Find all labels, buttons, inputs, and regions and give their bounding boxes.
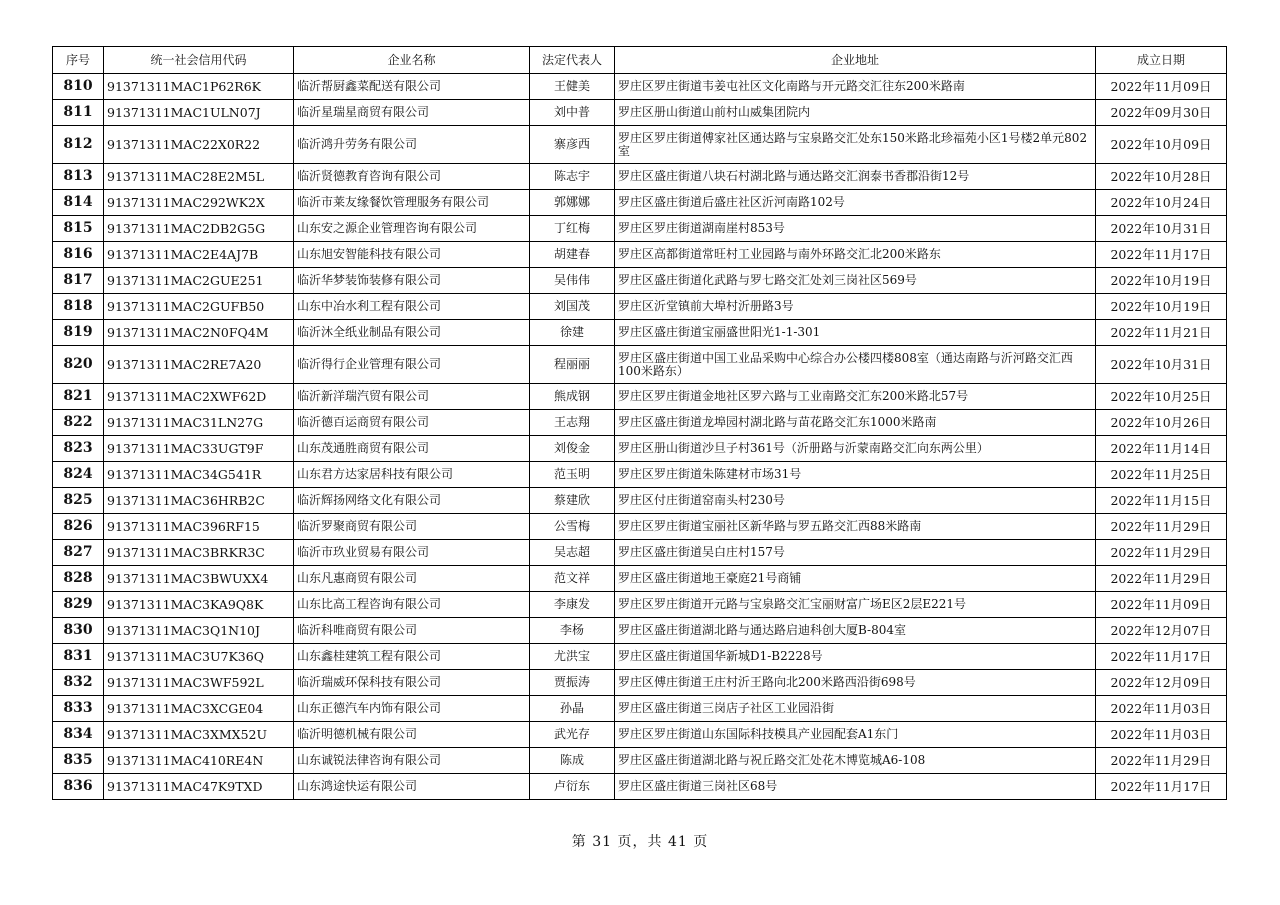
legal-rep-cell: 程丽丽 [530,346,615,384]
table-row [53,294,1227,320]
address-cell: 罗庄区盛庄街道三岗社区68号 [615,774,1096,800]
credit-code-cell: 91371311MAC1ULN07J [104,100,294,126]
serial-cell: 832 [53,670,104,696]
legal-rep-cell: 王健美 [530,74,615,100]
legal-rep-cell: 尤洪宝 [530,644,615,670]
address-cell: 罗庄区高都街道常旺村工业园路与南外环路交汇北200米路东 [615,242,1096,268]
date-cell: 2022年10月19日 [1096,294,1227,320]
address-cell: 罗庄区罗庄街道朱陈建材市场31号 [615,462,1096,488]
serial-cell: 833 [53,696,104,722]
credit-code-cell: 91371311MAC3BRKR3C [104,540,294,566]
table-row [53,592,1227,618]
date-cell: 2022年10月25日 [1096,384,1227,410]
credit-code-cell: 91371311MAC3XCGE04 [104,696,294,722]
address-cell: 罗庄区盛庄街道中国工业品采购中心综合办公楼四楼808室（通达南路与沂河路交汇西100米路东） [615,346,1096,384]
serial-cell: 816 [53,242,104,268]
date-cell: 2022年10月31日 [1096,346,1227,384]
serial-cell: 813 [53,164,104,190]
table-row [53,540,1227,566]
credit-code-cell: 91371311MAC34G541R [104,462,294,488]
date-cell: 2022年11月14日 [1096,436,1227,462]
serial-cell: 827 [53,540,104,566]
legal-rep-cell: 吴志超 [530,540,615,566]
date-cell: 2022年11月15日 [1096,488,1227,514]
address-cell: 罗庄区盛庄街道国华新城D1-B2228号 [615,644,1096,670]
legal-rep-cell: 寨彦西 [530,126,615,164]
table-row [53,164,1227,190]
address-cell: 罗庄区盛庄街道吴白庄村157号 [615,540,1096,566]
legal-rep-cell: 公雪梅 [530,514,615,540]
table-row [53,462,1227,488]
address-cell: 罗庄区罗庄街道韦姜屯社区文化南路与开元路交汇往东200米路南 [615,74,1096,100]
table-row [53,670,1227,696]
header-address: 企业地址 [615,47,1096,74]
address-cell: 罗庄区罗庄街道山东国际科技模具产业园配套A1东门 [615,722,1096,748]
date-cell: 2022年10月26日 [1096,410,1227,436]
serial-cell: 834 [53,722,104,748]
serial-cell: 818 [53,294,104,320]
company-name-cell: 山东茂通胜商贸有限公司 [294,436,530,462]
serial-cell: 831 [53,644,104,670]
address-cell: 罗庄区罗庄街道傅家社区通达路与宝泉路交汇处东150米路北珍福苑小区1号楼2单元802室 [615,126,1096,164]
credit-code-cell: 91371311MAC36HRB2C [104,488,294,514]
legal-rep-cell: 吴伟伟 [530,268,615,294]
serial-cell: 836 [53,774,104,800]
table-row [53,100,1227,126]
company-name-cell: 临沂鸿升劳务有限公司 [294,126,530,164]
address-cell: 罗庄区罗庄街道湖南崖村853号 [615,216,1096,242]
serial-cell: 812 [53,126,104,164]
company-name-cell: 临沂科唯商贸有限公司 [294,618,530,644]
credit-code-cell: 91371311MAC3KA9Q8K [104,592,294,618]
date-cell: 2022年11月09日 [1096,74,1227,100]
address-cell: 罗庄区盛庄街道后盛庄社区沂河南路102号 [615,190,1096,216]
address-cell: 罗庄区沂堂镇前大埠村沂册路3号 [615,294,1096,320]
address-cell: 罗庄区册山街道沙旦子村361号（沂册路与沂蒙南路交汇向东两公里） [615,436,1096,462]
credit-code-cell: 91371311MAC22X0R22 [104,126,294,164]
company-name-cell: 山东正德汽车内饰有限公司 [294,696,530,722]
date-cell: 2022年11月25日 [1096,462,1227,488]
serial-cell: 810 [53,74,104,100]
serial-cell: 824 [53,462,104,488]
date-cell: 2022年11月17日 [1096,644,1227,670]
address-cell: 罗庄区傅庄街道王庄村沂王路向北200米路西沿街698号 [615,670,1096,696]
serial-cell: 826 [53,514,104,540]
serial-cell: 829 [53,592,104,618]
date-cell: 2022年12月09日 [1096,670,1227,696]
address-cell: 罗庄区盛庄街道湖北路与祝丘路交汇处花木博览城A6-108 [615,748,1096,774]
table-row [53,320,1227,346]
company-name-cell: 山东鸿途快运有限公司 [294,774,530,800]
serial-cell: 828 [53,566,104,592]
credit-code-cell: 91371311MAC2E4AJ7B [104,242,294,268]
date-cell: 2022年10月09日 [1096,126,1227,164]
credit-code-cell: 91371311MAC3XMX52U [104,722,294,748]
table-row [53,346,1227,384]
date-cell: 2022年11月03日 [1096,722,1227,748]
header-serial: 序号 [53,47,104,74]
company-name-cell: 山东鑫桂建筑工程有限公司 [294,644,530,670]
credit-code-cell: 91371311MAC33UGT9F [104,436,294,462]
date-cell: 2022年11月17日 [1096,774,1227,800]
credit-code-cell: 91371311MAC3BWUXX4 [104,566,294,592]
credit-code-cell: 91371311MAC2N0FQ4M [104,320,294,346]
table-row [53,696,1227,722]
table-row [53,190,1227,216]
date-cell: 2022年11月09日 [1096,592,1227,618]
table-row [53,514,1227,540]
serial-cell: 814 [53,190,104,216]
company-name-cell: 山东凡惠商贸有限公司 [294,566,530,592]
table-row [53,488,1227,514]
date-cell: 2022年10月19日 [1096,268,1227,294]
legal-rep-cell: 陈志宇 [530,164,615,190]
address-cell: 罗庄区罗庄街道金地社区罗六路与工业南路交汇东200米路北57号 [615,384,1096,410]
date-cell: 2022年11月29日 [1096,540,1227,566]
legal-rep-cell: 贾振涛 [530,670,615,696]
company-name-cell: 山东中冶水利工程有限公司 [294,294,530,320]
company-name-cell: 山东安之源企业管理咨询有限公司 [294,216,530,242]
address-cell: 罗庄区盛庄街道八块石村湖北路与通达路交汇润泰书香郡沿街12号 [615,164,1096,190]
date-cell: 2022年12月07日 [1096,618,1227,644]
address-cell: 罗庄区付庄街道窑南头村230号 [615,488,1096,514]
table-row [53,774,1227,800]
table-row [53,268,1227,294]
company-name-cell: 临沂瑞威环保科技有限公司 [294,670,530,696]
date-cell: 2022年11月03日 [1096,696,1227,722]
company-name-cell: 临沂帮厨鑫菜配送有限公司 [294,74,530,100]
date-cell: 2022年11月29日 [1096,748,1227,774]
legal-rep-cell: 武光存 [530,722,615,748]
table-row [53,74,1227,100]
address-cell: 罗庄区盛庄街道地王豪庭21号商铺 [615,566,1096,592]
table-row [53,242,1227,268]
company-name-cell: 临沂贤德教育咨询有限公司 [294,164,530,190]
table-row [53,748,1227,774]
legal-rep-cell: 蔡建欣 [530,488,615,514]
legal-rep-cell: 丁红梅 [530,216,615,242]
legal-rep-cell: 范玉明 [530,462,615,488]
date-cell: 2022年09月30日 [1096,100,1227,126]
credit-code-cell: 91371311MAC3U7K36Q [104,644,294,670]
company-name-cell: 临沂罗聚商贸有限公司 [294,514,530,540]
company-name-cell: 山东君方达家居科技有限公司 [294,462,530,488]
address-cell: 罗庄区罗庄街道宝丽社区新华路与罗五路交汇西88米路南 [615,514,1096,540]
credit-code-cell: 91371311MAC2XWF62D [104,384,294,410]
address-cell: 罗庄区盛庄街道宝丽盛世阳光1-1-301 [615,320,1096,346]
serial-cell: 823 [53,436,104,462]
address-cell: 罗庄区罗庄街道开元路与宝泉路交汇宝丽财富广场E区2层E221号 [615,592,1096,618]
table-row [53,384,1227,410]
company-table [52,46,1227,800]
company-name-cell: 山东旭安智能科技有限公司 [294,242,530,268]
serial-cell: 822 [53,410,104,436]
credit-code-cell: 91371311MAC3WF592L [104,670,294,696]
table-row [53,644,1227,670]
address-cell: 罗庄区盛庄街道湖北路与通达路启迪科创大厦B-804室 [615,618,1096,644]
table-row [53,410,1227,436]
serial-cell: 820 [53,346,104,384]
serial-cell: 821 [53,384,104,410]
legal-rep-cell: 胡建春 [530,242,615,268]
credit-code-cell: 91371311MAC292WK2X [104,190,294,216]
credit-code-cell: 91371311MAC28E2M5L [104,164,294,190]
serial-cell: 815 [53,216,104,242]
serial-cell: 817 [53,268,104,294]
company-name-cell: 临沂沐全纸业制品有限公司 [294,320,530,346]
table-row [53,722,1227,748]
serial-cell: 819 [53,320,104,346]
date-cell: 2022年11月17日 [1096,242,1227,268]
address-cell: 罗庄区盛庄街道三岗店子社区工业园沿街 [615,696,1096,722]
legal-rep-cell: 熊成钢 [530,384,615,410]
credit-code-cell: 91371311MAC1P62R6K [104,74,294,100]
company-name-cell: 临沂市玖业贸易有限公司 [294,540,530,566]
company-name-cell: 临沂新洋瑞汽贸有限公司 [294,384,530,410]
date-cell: 2022年10月31日 [1096,216,1227,242]
serial-cell: 825 [53,488,104,514]
table-row [53,618,1227,644]
company-name-cell: 山东诚锐法律咨询有限公司 [294,748,530,774]
legal-rep-cell: 刘中普 [530,100,615,126]
credit-code-cell: 91371311MAC396RF15 [104,514,294,540]
company-name-cell: 临沂华梦装饰装修有限公司 [294,268,530,294]
serial-cell: 835 [53,748,104,774]
company-name-cell: 临沂星瑞星商贸有限公司 [294,100,530,126]
legal-rep-cell: 徐建 [530,320,615,346]
table-row [53,126,1227,164]
legal-rep-cell: 王志翔 [530,410,615,436]
company-name-cell: 临沂明德机械有限公司 [294,722,530,748]
company-name-cell: 临沂辉扬网络文化有限公司 [294,488,530,514]
legal-rep-cell: 郭娜娜 [530,190,615,216]
company-name-cell: 临沂得行企业管理有限公司 [294,346,530,384]
legal-rep-cell: 范文祥 [530,566,615,592]
date-cell: 2022年11月29日 [1096,566,1227,592]
credit-code-cell: 91371311MAC47K9TXD [104,774,294,800]
credit-code-cell: 91371311MAC3Q1N10J [104,618,294,644]
legal-rep-cell: 孙晶 [530,696,615,722]
table-row [53,436,1227,462]
legal-rep-cell: 刘国茂 [530,294,615,320]
legal-rep-cell: 陈成 [530,748,615,774]
legal-rep-cell: 刘俊金 [530,436,615,462]
legal-rep-cell: 李康发 [530,592,615,618]
header-company-name: 企业名称 [294,47,530,74]
address-cell: 罗庄区册山街道山前村山威集团院内 [615,100,1096,126]
serial-cell: 811 [53,100,104,126]
date-cell: 2022年10月28日 [1096,164,1227,190]
table-row [53,216,1227,242]
address-cell: 罗庄区盛庄街道龙埠园村湖北路与苗花路交汇东1000米路南 [615,410,1096,436]
company-name-cell: 临沂市莱友缘餐饮管理服务有限公司 [294,190,530,216]
header-legal-rep: 法定代表人 [530,47,615,74]
credit-code-cell: 91371311MAC2RE7A20 [104,346,294,384]
address-cell: 罗庄区盛庄街道化武路与罗七路交汇处刘三岗社区569号 [615,268,1096,294]
company-name-cell: 临沂德百运商贸有限公司 [294,410,530,436]
header-credit-code: 统一社会信用代码 [104,47,294,74]
legal-rep-cell: 李杨 [530,618,615,644]
company-name-cell: 山东比高工程咨询有限公司 [294,592,530,618]
date-cell: 2022年11月29日 [1096,514,1227,540]
table-row [53,566,1227,592]
credit-code-cell: 91371311MAC31LN27G [104,410,294,436]
credit-code-cell: 91371311MAC2GUFB50 [104,294,294,320]
header-date: 成立日期 [1096,47,1227,74]
header-row [53,47,1227,74]
page-number: 第 31 页，共 41 页 [571,834,709,850]
credit-code-cell: 91371311MAC410RE4N [104,748,294,774]
credit-code-cell: 91371311MAC2GUE251 [104,268,294,294]
date-cell: 2022年11月21日 [1096,320,1227,346]
credit-code-cell: 91371311MAC2DB2G5G [104,216,294,242]
legal-rep-cell: 卢衍东 [530,774,615,800]
date-cell: 2022年10月24日 [1096,190,1227,216]
serial-cell: 830 [53,618,104,644]
